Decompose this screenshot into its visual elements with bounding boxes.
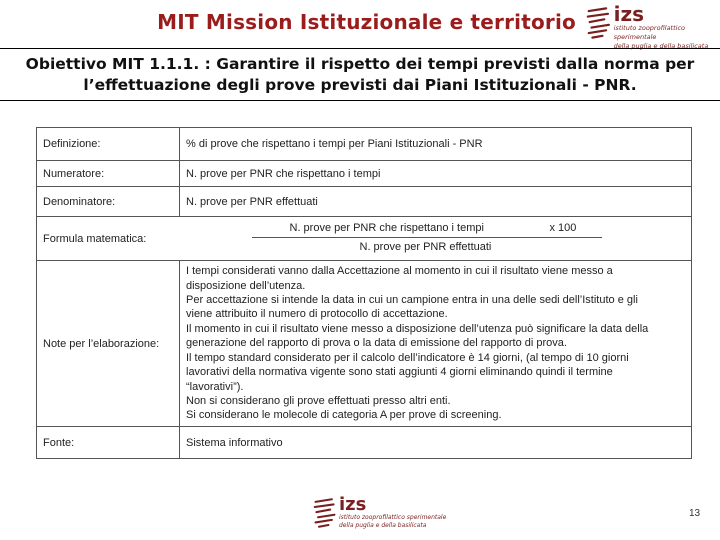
table-row-denominatore (37, 187, 692, 217)
objective-divider (0, 100, 720, 101)
logo-line-1: istituto zooprofilattico sperimentale (613, 24, 686, 41)
note-line: disposizione dell’utenza. (186, 279, 306, 292)
izs-logo-mark-icon (586, 4, 612, 42)
izs-logo-footer (313, 496, 446, 530)
formula-multiplier: x 100 (549, 221, 577, 234)
table-row-numeratore (37, 161, 692, 187)
note-line: Per accettazione si intende la data in cui un campione entra in una delle sedi dell’Istituto e gli (186, 294, 638, 307)
note-line: Il tempo standard considerato per il calcolo dell’indicatore è 14 giorni, (al tempo di 10 giorni (186, 351, 629, 364)
table-row-note (37, 261, 692, 427)
label-denominatore: Denominatore: (37, 187, 180, 217)
note-line: generazione del rapporto di prova o la data di emissione del rapporto di prova. (186, 337, 567, 350)
value-note (180, 261, 692, 427)
value-fonte: Sistema informativo (180, 427, 692, 459)
formula-numerator: N. prove per PNR che rispettano i tempi (289, 221, 484, 234)
page-number: 13 (689, 508, 701, 519)
objective-heading (0, 54, 720, 96)
label-numeratore: Numeratore: (37, 161, 180, 187)
izs-logo-header (586, 4, 720, 51)
label-definizione: Definizione: (37, 128, 180, 161)
logo-abbr: izs (613, 2, 645, 26)
note-line: lavorativi della normativa vigente sono stati aggiunti 4 giorni eliminando quindi il termine (186, 366, 613, 379)
label-fonte: Fonte: (37, 427, 180, 459)
note-line: Il momento in cui il risultato viene messo a disposizione dell’utenza può significare la data della (186, 322, 649, 335)
logo-line-2: della puglia e della basilicata (339, 522, 427, 529)
formula-denominator: N. prove per PNR effettuati (359, 240, 492, 253)
note-line: viene attribuito il numero di protocollo di accettazione. (186, 308, 448, 321)
objective-line-2: l’effettuazione degli prove previsti dai Piani Istituzionali - PNR. (83, 76, 637, 94)
logo-abbr: izs (339, 494, 367, 515)
formula-fraction (180, 220, 692, 258)
izs-logo-mark-icon (313, 496, 337, 530)
label-formula: Formula matematica: (37, 217, 180, 261)
note-line: Non si considerano gli prove effettuati presso altri enti. (186, 394, 451, 407)
label-note: Note per l’elaborazione: (37, 261, 180, 427)
fraction-bar (252, 237, 602, 238)
logo-line-1: istituto zooprofilattico sperimentale (339, 514, 447, 521)
value-denominatore: N. prove per PNR effettuati (180, 187, 692, 217)
objective-line-1: Obiettivo MIT 1.1.1. : Garantire il rispetto dei tempi previsti dalla norma per (25, 55, 695, 73)
note-line: Si considerano le molecole di categoria A per prove di screening. (186, 409, 502, 422)
note-line: “lavorativi”). (186, 380, 244, 393)
table-row-definizione (37, 128, 692, 161)
table-row-fonte (37, 427, 692, 459)
indicator-table (36, 127, 692, 459)
note-line: I tempi considerati vanno dalla Accettazione al momento in cui il risultato viene messo a (186, 265, 613, 278)
value-definizione: % di prove che rispettano i tempi per Piani Istituzionali - PNR (180, 128, 692, 161)
page-title: MIT Mission Istituzionale e territorio (157, 10, 576, 34)
value-numeratore: N. prove per PNR che rispettano i tempi (180, 161, 692, 187)
logo-line-2: della puglia e della basilicata (613, 42, 709, 50)
formula-cell (180, 217, 692, 261)
table-row-formula (37, 217, 692, 261)
